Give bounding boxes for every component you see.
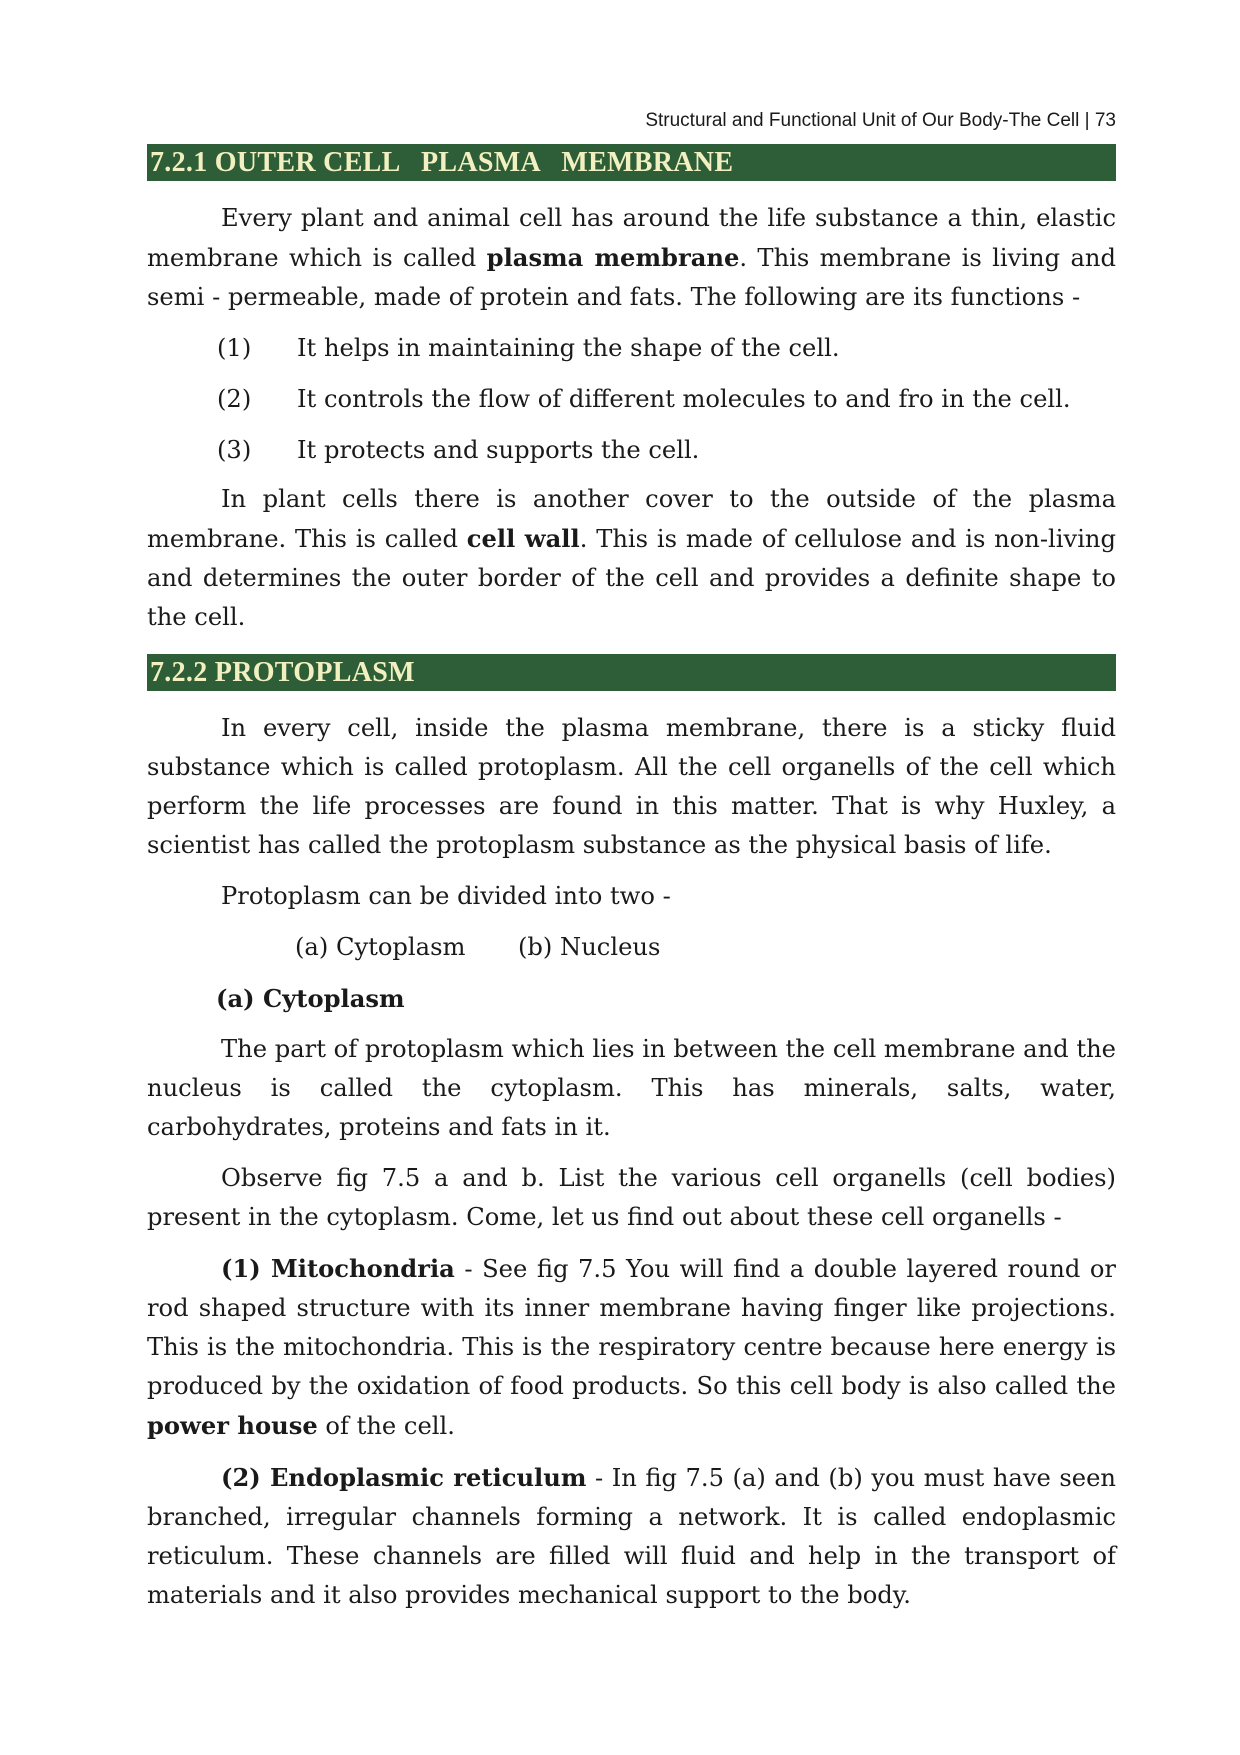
- section-protoplasm: [147, 654, 1116, 1615]
- bold-term: (2) Endoplasmic reticulum: [221, 1463, 587, 1492]
- list-text: It controls the flow of different molecules to and fro in the cell.: [297, 385, 1071, 413]
- text-run: . This membrane is living and semi - permeable, made of protein and fats. The following are its functions -: [147, 244, 1116, 311]
- text-run: In plant cells there is another cover to the outside of the plasma membrane. This is called: [147, 485, 1116, 553]
- section-heading: 7.2.1 OUTER CELL PLASMA MEMBRANE: [147, 144, 1116, 181]
- division-options: [147, 928, 1116, 967]
- function-list: [147, 329, 1116, 470]
- paragraph: The part of protoplasm which lies in between the cell membrane and the nucleus is called the cytoplasm. This has minerals, salts, water, carbohydrates, proteins and fats in it.: [147, 1035, 1116, 1141]
- list-number: (3): [217, 436, 252, 464]
- paragraph-endoplasmic-reticulum: [147, 1458, 1116, 1615]
- list-text: It protects and supports the cell.: [297, 436, 700, 464]
- list-item: [147, 329, 1116, 368]
- bold-term: plasma membrane: [486, 243, 740, 272]
- option-nucleus: (b) Nucleus: [518, 933, 661, 961]
- paragraph: [147, 480, 1116, 637]
- section-heading: 7.2.2 PROTOPLASM: [147, 654, 1116, 691]
- text-run: - See fig 7.5 You will find a double layered round or rod shaped structure with its inner membrane having finger like projections. This is the mitochondria. This is the respiratory centre because here energy is produced by the oxidation of food products. So this cell body is also called the: [147, 1255, 1116, 1400]
- list-number: (2): [217, 385, 252, 413]
- text-run: Every plant and animal cell has around the life substance a thin, elastic membrane which is called: [147, 204, 1116, 272]
- option-cytoplasm: (a) Cytoplasm: [295, 933, 466, 961]
- bold-term: (1) Mitochondria: [221, 1254, 455, 1283]
- list-text: It helps in maintaining the shape of the cell.: [297, 334, 840, 362]
- text-run: of the cell.: [317, 1412, 455, 1440]
- paragraph: [147, 199, 1116, 317]
- paragraph: Protoplasm can be divided into two -: [221, 882, 671, 910]
- paragraph: Observe fig 7.5 a and b. List the various cell organells (cell bodies) present in the cytoplasm. Come, let us find out about these cell organells -: [147, 1164, 1116, 1231]
- paragraph-mitochondria: [147, 1249, 1116, 1446]
- page-content: [147, 144, 1116, 1615]
- bold-term: power house: [147, 1411, 318, 1440]
- list-item: [147, 380, 1116, 419]
- text-run: . This is made of cellulose and is non-living and determines the outer border of the cell and provides a definite shape to the cell.: [147, 525, 1116, 631]
- bold-term: cell wall: [466, 524, 580, 553]
- running-header: Structural and Functional Unit of Our Body-The Cell | 73: [645, 110, 1116, 131]
- paragraph: In every cell, inside the plasma membrane, there is a sticky fluid substance which is called protoplasm. All the cell organells of the cell which perform the life processes are found in this matter. That is why Huxley, a scientist has called the protoplasm substance as the physical basis of life.: [147, 714, 1116, 859]
- section-plasma-membrane: [147, 144, 1116, 637]
- list-number: (1): [217, 334, 252, 362]
- list-item: [147, 431, 1116, 470]
- text-run: - In fig 7.5 (a) and (b) you must have seen branched, irregular channels forming a network. It is called endoplasmic reticulum. These channels are filled will fluid and help in the transport of materials and it also provides mechanical support to the body.: [147, 1464, 1116, 1609]
- subheading: (a) Cytoplasm: [216, 984, 405, 1013]
